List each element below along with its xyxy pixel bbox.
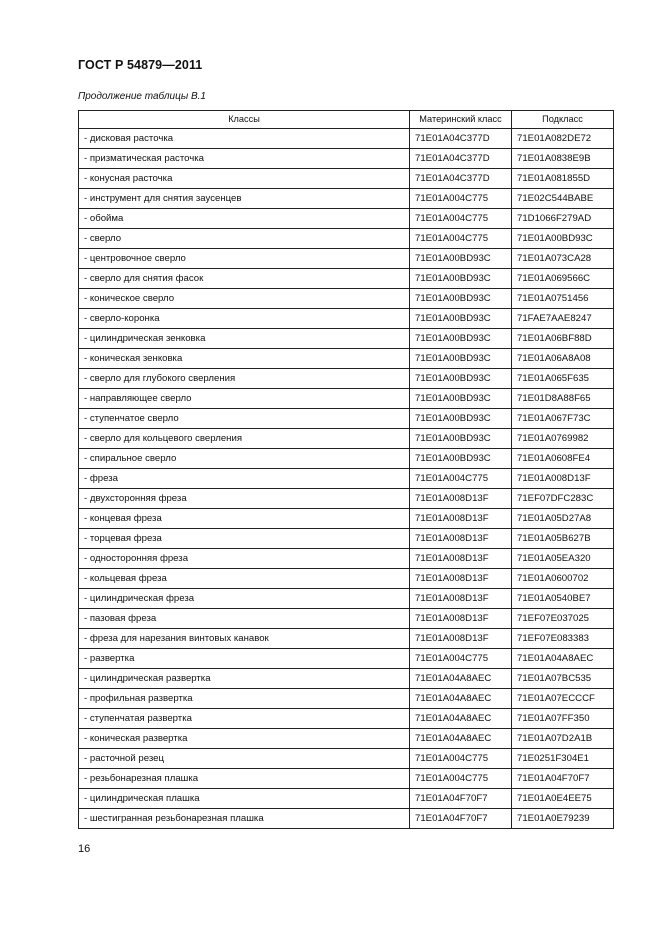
page-number: 16 (78, 843, 91, 855)
table-row (79, 489, 614, 509)
table-row (79, 389, 614, 409)
parent-class-cell: 71E01A00BD93C (410, 289, 512, 309)
subclass-cell: 71E01A067F73C (512, 409, 614, 429)
table-row (79, 629, 614, 649)
document-code: ГОСТ Р 54879—2011 (78, 58, 203, 72)
parent-class-cell: 71E01A00BD93C (410, 369, 512, 389)
subclass-cell: 71E01A06BF88D (512, 329, 614, 349)
parent-class-cell: 71E01A00BD93C (410, 329, 512, 349)
parent-class-cell: 71E01A04F70F7 (410, 789, 512, 809)
table-row (79, 229, 614, 249)
subclass-cell: 71E01A04F70F7 (512, 769, 614, 789)
header-parent-class: Материнский класс (410, 111, 512, 129)
subclass-cell: 71E01A07BC535 (512, 669, 614, 689)
subclass-cell: 71E01A0769982 (512, 429, 614, 449)
parent-class-cell: 71E01A004C775 (410, 749, 512, 769)
table-row (79, 169, 614, 189)
parent-class-cell: 71E01A00BD93C (410, 349, 512, 369)
class-name-cell: - ступенчатое сверло (79, 409, 410, 429)
subclass-cell: 71E01A06A8A08 (512, 349, 614, 369)
table-row (79, 449, 614, 469)
parent-class-cell: 71E01A008D13F (410, 489, 512, 509)
table-row (79, 569, 614, 589)
table-header-row (79, 111, 614, 129)
subclass-cell: 71EF07E083383 (512, 629, 614, 649)
table-row (79, 549, 614, 569)
table-row (79, 369, 614, 389)
class-name-cell: - шестигранная резьбонарезная плашка (79, 809, 410, 829)
parent-class-cell: 71E01A00BD93C (410, 429, 512, 449)
class-name-cell: - дисковая расточка (79, 129, 410, 149)
parent-class-cell: 71E01A00BD93C (410, 409, 512, 429)
table-row (79, 809, 614, 829)
table-row (79, 609, 614, 629)
class-name-cell: - обойма (79, 209, 410, 229)
parent-class-cell: 71E01A004C775 (410, 469, 512, 489)
class-name-cell: - односторонняя фреза (79, 549, 410, 569)
subclass-cell: 71E01A008D13F (512, 469, 614, 489)
table-row (79, 729, 614, 749)
parent-class-cell: 71E01A04A8AEC (410, 729, 512, 749)
class-name-cell: - цилиндрическая фреза (79, 589, 410, 609)
table-row (79, 149, 614, 169)
subclass-cell: 71E01A0E79239 (512, 809, 614, 829)
class-name-cell: - профильная развертка (79, 689, 410, 709)
class-name-cell: - расточной резец (79, 749, 410, 769)
class-name-cell: - сверло-коронка (79, 309, 410, 329)
table-row (79, 309, 614, 329)
class-name-cell: - кольцевая фреза (79, 569, 410, 589)
class-name-cell: - инструмент для снятия заусенцев (79, 189, 410, 209)
subclass-cell: 71E01A00BD93C (512, 229, 614, 249)
table-row (79, 649, 614, 669)
table-row (79, 189, 614, 209)
subclass-cell: 71E01A07FF350 (512, 709, 614, 729)
table-row (79, 769, 614, 789)
subclass-cell: 71E01A073CA28 (512, 249, 614, 269)
class-name-cell: - резьбонарезная плашка (79, 769, 410, 789)
parent-class-cell: 71E01A004C775 (410, 189, 512, 209)
table-row (79, 289, 614, 309)
class-name-cell: - сверло для кольцевого сверления (79, 429, 410, 449)
subclass-cell: 71E01A069566C (512, 269, 614, 289)
subclass-cell: 71E01A0838E9B (512, 149, 614, 169)
parent-class-cell: 71E01A04A8AEC (410, 689, 512, 709)
class-name-cell: - коническая развертка (79, 729, 410, 749)
class-name-cell: - развертка (79, 649, 410, 669)
subclass-cell: 71D1066F279AD (512, 209, 614, 229)
class-name-cell: - фреза для нарезания винтовых канавок (79, 629, 410, 649)
subclass-cell: 71EF07DFC283C (512, 489, 614, 509)
class-name-cell: - сверло (79, 229, 410, 249)
table-row (79, 249, 614, 269)
parent-class-cell: 71E01A004C775 (410, 209, 512, 229)
parent-class-cell: 71E01A008D13F (410, 549, 512, 569)
parent-class-cell: 71E01A008D13F (410, 589, 512, 609)
table-row (79, 209, 614, 229)
subclass-cell: 71E01D8A88F65 (512, 389, 614, 409)
table-row (79, 749, 614, 769)
parent-class-cell: 71E01A008D13F (410, 529, 512, 549)
class-name-cell: - торцевая фреза (79, 529, 410, 549)
parent-class-cell: 71E01A00BD93C (410, 449, 512, 469)
subclass-cell: 71E01A05B627B (512, 529, 614, 549)
subclass-cell: 71E02C544BABE (512, 189, 614, 209)
class-name-cell: - цилиндрическая зенковка (79, 329, 410, 349)
table-row (79, 429, 614, 449)
subclass-cell: 71E01A04A8AEC (512, 649, 614, 669)
table-row (79, 509, 614, 529)
class-name-cell: - коническое сверло (79, 289, 410, 309)
subclass-cell: 71E01A0E4EE75 (512, 789, 614, 809)
parent-class-cell: 71E01A04C377D (410, 129, 512, 149)
subclass-cell: 71EF07E037025 (512, 609, 614, 629)
parent-class-cell: 71E01A04F70F7 (410, 809, 512, 829)
subclass-cell: 71E01A07D2A1B (512, 729, 614, 749)
class-name-cell: - сверло для снятия фасок (79, 269, 410, 289)
class-name-cell: - концевая фреза (79, 509, 410, 529)
parent-class-cell: 71E01A04A8AEC (410, 669, 512, 689)
subclass-cell: 71E01A05D27A8 (512, 509, 614, 529)
table-row (79, 689, 614, 709)
class-name-cell: - коническая зенковка (79, 349, 410, 369)
parent-class-cell: 71E01A004C775 (410, 229, 512, 249)
class-name-cell: - двухсторонняя фреза (79, 489, 410, 509)
header-classes: Классы (79, 111, 410, 129)
table-row (79, 709, 614, 729)
table-body (79, 129, 614, 829)
parent-class-cell: 71E01A00BD93C (410, 269, 512, 289)
subclass-cell: 71FAE7AAE8247 (512, 309, 614, 329)
parent-class-cell: 71E01A04C377D (410, 169, 512, 189)
parent-class-cell: 71E01A00BD93C (410, 389, 512, 409)
class-name-cell: - спиральное сверло (79, 449, 410, 469)
parent-class-cell: 71E01A008D13F (410, 609, 512, 629)
table-row (79, 129, 614, 149)
class-name-cell: - призматическая расточка (79, 149, 410, 169)
parent-class-cell: 71E01A008D13F (410, 629, 512, 649)
parent-class-cell: 71E01A008D13F (410, 509, 512, 529)
subclass-cell: 71E01A0608FE4 (512, 449, 614, 469)
parent-class-cell: 71E01A008D13F (410, 569, 512, 589)
subclass-cell: 71E0251F304E1 (512, 749, 614, 769)
subclass-cell: 71E01A07ECCCF (512, 689, 614, 709)
class-name-cell: - направляющее сверло (79, 389, 410, 409)
header-subclass: Подкласс (512, 111, 614, 129)
subclass-cell: 71E01A0600702 (512, 569, 614, 589)
class-name-cell: - центровочное сверло (79, 249, 410, 269)
table-row (79, 669, 614, 689)
class-name-cell: - ступенчатая развертка (79, 709, 410, 729)
table-row (79, 269, 614, 289)
subclass-cell: 71E01A0751456 (512, 289, 614, 309)
table-row (79, 789, 614, 809)
table-row (79, 329, 614, 349)
parent-class-cell: 71E01A00BD93C (410, 249, 512, 269)
class-name-cell: - пазовая фреза (79, 609, 410, 629)
parent-class-cell: 71E01A004C775 (410, 649, 512, 669)
class-name-cell: - фреза (79, 469, 410, 489)
parent-class-cell: 71E01A04A8AEC (410, 709, 512, 729)
subclass-cell: 71E01A05EA320 (512, 549, 614, 569)
table-row (79, 589, 614, 609)
subclass-cell: 71E01A081855D (512, 169, 614, 189)
table-row (79, 469, 614, 489)
class-name-cell: - конусная расточка (79, 169, 410, 189)
table-caption: Продолжение таблицы В.1 (78, 91, 206, 102)
table-row (79, 529, 614, 549)
table-row (79, 349, 614, 369)
subclass-cell: 71E01A065F635 (512, 369, 614, 389)
subclass-cell: 71E01A082DE72 (512, 129, 614, 149)
classes-table (78, 110, 614, 829)
subclass-cell: 71E01A0540BE7 (512, 589, 614, 609)
table-row (79, 409, 614, 429)
parent-class-cell: 71E01A004C775 (410, 769, 512, 789)
parent-class-cell: 71E01A00BD93C (410, 309, 512, 329)
class-name-cell: - сверло для глубокого сверления (79, 369, 410, 389)
parent-class-cell: 71E01A04C377D (410, 149, 512, 169)
class-name-cell: - цилиндрическая плашка (79, 789, 410, 809)
class-name-cell: - цилиндрическая развертка (79, 669, 410, 689)
